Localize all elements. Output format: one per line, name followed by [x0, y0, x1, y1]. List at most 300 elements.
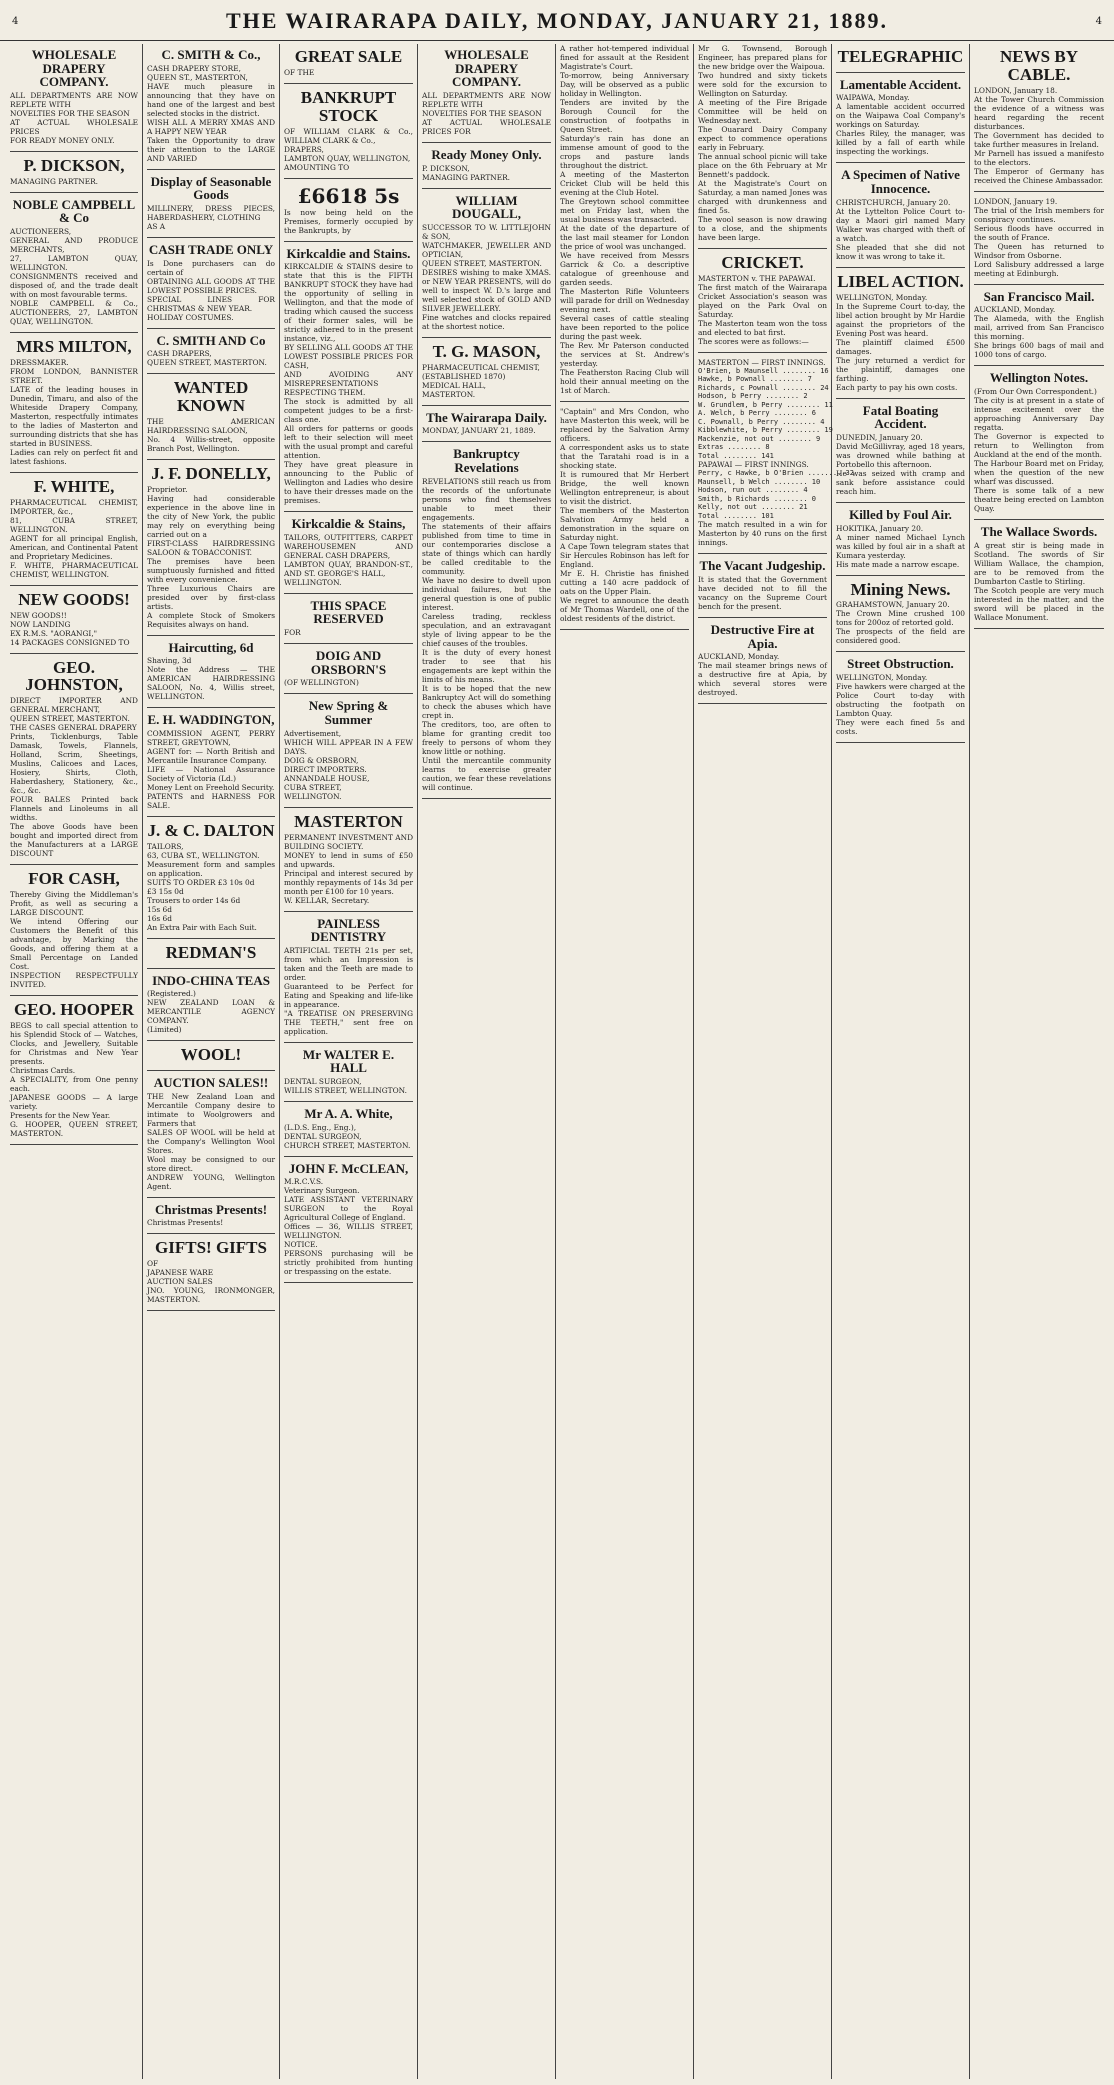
headline: JOHN F. McCLEAN,	[288, 1160, 409, 1176]
text-line: An Extra Pair with Each Suit.	[147, 922, 257, 932]
headline: Mining News.	[850, 579, 951, 599]
divider	[284, 1282, 413, 1283]
headline: Destructive Fire at Apia.	[710, 621, 815, 651]
text-line: LONDON, January 18.	[974, 85, 1058, 95]
divider	[147, 1070, 275, 1071]
text-line: Tenders are invited by the Borough Council for the construction of footpaths in Queen Street.	[560, 98, 689, 134]
text-line: The Alameda, with the English mail, arrived from San Francisco this morning.	[974, 314, 1104, 342]
divider	[974, 519, 1104, 520]
text-line: Is now being held on the Premises, formerly occupied by the Bankrupts, by	[284, 207, 413, 235]
article-block	[147, 641, 275, 702]
article-block	[10, 478, 138, 579]
text-line: (L.D.S. Eng., Eng.),	[284, 1122, 357, 1132]
body-text	[284, 68, 413, 77]
text-line: 27, LAMBTON QUAY, WELLINGTON.	[10, 254, 138, 273]
text-line: The above Goods have been bought and imported direct from the Manufacturers at a LARGE DISCOUNT	[10, 822, 138, 859]
article-block	[284, 247, 413, 506]
body-text	[560, 44, 689, 395]
text-line: The statements of their affairs published from time to time in our contemporaries disclose a state of things which can hardly be called creditable to the community.	[422, 521, 551, 576]
text-line: (OF WELLINGTON)	[284, 678, 359, 688]
text-line: EX R.M.S. "AORANGI,"	[10, 628, 98, 638]
text-line: Shaving, 3d	[147, 656, 192, 666]
column-6	[694, 44, 854, 2079]
text-line: The Emperor of Germany has received the Chinese Ambassador.	[974, 166, 1104, 185]
body-text	[10, 498, 138, 579]
article-block	[698, 44, 827, 242]
text-line: OF THE	[284, 67, 315, 77]
text-line: AUCKLAND, Monday.	[974, 305, 1056, 315]
text-line: SPECIAL LINES FOR CHRISTMAS & NEW YEAR.	[147, 294, 275, 313]
price-amount: £6618 5s	[297, 183, 400, 208]
article-block	[422, 447, 551, 791]
divider	[836, 651, 965, 652]
text-line: All orders for patterns or goods left to their selection will meet with the usual prompt and careful attention.	[284, 424, 413, 461]
body-text	[422, 164, 551, 182]
text-line: LIFE — National Assurance Society of Victoria (Ld.)	[147, 765, 275, 784]
body-text	[284, 729, 413, 801]
text-line: MASTERTON — FIRST INNINGS.	[698, 357, 826, 367]
text-line: CHURCH STREET, MASTERTON.	[284, 1140, 411, 1150]
text-line: Several cases of cattle stealing have been reported to the police during the past week.	[560, 314, 689, 341]
text-line: P. DICKSON,	[422, 163, 470, 173]
article-block	[284, 917, 413, 1036]
text-line: THE CASES GENERAL DRAPERY	[10, 723, 137, 733]
headline: MRS MILTON,	[16, 337, 132, 357]
text-line: No. 4 Willis-street, opposite Branch Post, Wellington.	[147, 434, 275, 453]
article-block	[147, 243, 275, 322]
divider	[974, 191, 1104, 192]
body-text	[147, 1218, 275, 1227]
text-line: Christmas Presents!	[147, 1218, 224, 1228]
body-text	[836, 524, 965, 569]
text-line: Having had considerable experience in the above line in the city of New York, the public may rely on everything being carried out on a	[147, 493, 275, 539]
headline: Mr A. A. White,	[304, 1106, 393, 1122]
headline: AUCTION SALES!!	[153, 1075, 269, 1091]
headline: Bankruptcy Revelations	[453, 446, 520, 475]
headline: GEO. HOOPER	[14, 1000, 134, 1020]
text-line: The wool season is now drawing to a close, and the shipments have been large.	[698, 215, 827, 242]
body-text	[147, 417, 275, 453]
text-line: GRAHAMSTOWN, January 20.	[836, 600, 950, 610]
text-line: NOTICE.	[284, 1240, 318, 1250]
body-text	[698, 575, 827, 611]
text-line: DIRECT IMPORTERS.	[284, 764, 367, 774]
article-block	[698, 357, 854, 548]
text-line: AS A	[147, 221, 166, 231]
divider	[422, 405, 551, 406]
divider	[10, 192, 138, 193]
text-line: Until the mercantile community learns to exercise greater caution, we fear these revelations will continue.	[422, 755, 551, 792]
divider	[284, 511, 413, 512]
body-text	[974, 541, 1104, 622]
page-number-left: 4	[12, 16, 19, 27]
body-text	[284, 1177, 413, 1276]
text-line: AT ACTUAL WHOLESALE PRICES FOR	[422, 117, 551, 136]
headline: Street Obstruction.	[847, 656, 954, 672]
text-line: CUBA STREET,	[284, 782, 342, 792]
text-line: The Crown Mine crushed 100 tons for 200oz of retorted gold.	[836, 609, 965, 628]
headline: J. F. DONELLY,	[151, 463, 271, 483]
text-line: MONDAY, JANUARY 21, 1889.	[422, 426, 536, 436]
text-line: C. Pownall, b Perry ........ 4	[698, 417, 825, 426]
text-line: The Masterton Rifle Volunteers will parade for drill on Wednesday evening next.	[560, 287, 689, 314]
divider	[147, 1233, 275, 1234]
article-block	[284, 599, 413, 637]
text-line: NEW ZEALAND LOAN & MERCANTILE AGENCY COMPANY.	[147, 998, 275, 1026]
text-line: The Governor is expected to return to Wellington from Auckland at the end of the month.	[974, 431, 1104, 459]
text-line: The Featherston Racing Club will hold their annual meeting on the 1st of March.	[560, 368, 689, 395]
divider	[698, 703, 827, 704]
headline: LIBEL ACTION.	[837, 271, 964, 291]
text-line: CASH DRAPERS,	[147, 349, 212, 359]
text-line: WHICH WILL APPEAR IN A FEW DAYS.	[284, 737, 413, 756]
headline: DOIG AND ORSBORN'S	[310, 648, 387, 677]
text-line: The plaintiff claimed £500 damages.	[836, 337, 965, 356]
text-line: The Masterton team won the toss and elected to bat first.	[698, 318, 827, 337]
article-block	[836, 168, 965, 260]
text-line: NOBLE CAMPBELL & Co., AUCTIONEERS, 27, LAMBTON QUAY, WELLINGTON.	[10, 299, 138, 327]
text-line: Principal and interest secured by monthly repayments of 14s 3d per month per £100 for 10 years.	[284, 868, 413, 896]
body-text	[284, 262, 413, 505]
text-line: A great stir is being made in Scotland. The swords of Sir William Wallace, the champion, are to be removed from the Dumbarton Castle to Stirling.	[974, 540, 1104, 586]
text-line: We have received from Messrs Garrick & Co. a descriptive catalogue of greenhouse and garden seeds.	[560, 251, 689, 287]
body-text	[698, 44, 827, 242]
divider	[422, 337, 551, 338]
headline: FOR CASH,	[28, 869, 120, 889]
text-line: TAILORS,	[147, 841, 184, 851]
body-text	[836, 673, 965, 736]
body-text	[836, 433, 965, 496]
divider	[10, 1144, 138, 1145]
text-line: INSPECTION RESPECTFULLY INVITED.	[10, 971, 138, 990]
text-line: A lamentable accident occurred on the Waipawa Coal Company's workings on Saturday.	[836, 102, 965, 130]
text-line: WAIPAWA, Monday.	[836, 93, 910, 103]
text-line: (ESTABLISHED 1870)	[422, 371, 506, 381]
text-line: LATE ASSISTANT VETERINARY SURGEON to the Royal Agricultural College of England.	[284, 1195, 413, 1223]
body-text	[422, 363, 551, 399]
article-block	[836, 78, 965, 157]
article-block	[147, 974, 275, 1035]
body-text	[836, 93, 965, 156]
body-text	[836, 198, 965, 261]
text-line: A meeting of the Fire Brigade Committee will be held on Wednesday next.	[698, 98, 827, 125]
headline: F. WHITE,	[33, 476, 115, 496]
headline: Kirkcaldie and Stains.	[286, 245, 411, 261]
text-line: JAPANESE GOODS — A large variety.	[10, 1092, 138, 1111]
text-line: (From Our Own Correspondent.)	[974, 386, 1097, 396]
article-block	[284, 649, 413, 687]
text-line: He was seized with cramp and sank before assistance could reach him.	[836, 468, 965, 496]
article-block	[974, 48, 1104, 185]
column-4	[418, 44, 556, 2079]
text-line: 81, CUBA STREET, WELLINGTON.	[10, 515, 138, 534]
divider	[284, 178, 413, 179]
text-line: AGENT for: — North British and Mercantile Insurance Company.	[147, 747, 275, 766]
text-line: QUEEN STREET, MASTERTON.	[147, 358, 267, 368]
text-line: It is stated that the Government have decided not to fill the vacancy on the Supreme Court bench for the present.	[698, 574, 827, 611]
article-block	[10, 157, 138, 186]
text-line: Veterinary Surgeon.	[284, 1186, 360, 1196]
article-block	[284, 1107, 413, 1150]
text-line: DOIG & ORSBORN,	[284, 755, 359, 765]
text-line: DRAPERS,	[284, 144, 324, 154]
column-8	[970, 44, 1108, 2079]
text-line: Christmas Cards.	[10, 1065, 76, 1075]
article-block	[974, 371, 1104, 513]
article-block	[147, 334, 275, 368]
text-line: W. Grundlem, b Perry ........ 11	[698, 400, 833, 409]
text-line: PHARMACEUTICAL CHEMIST, IMPORTER, &c.,	[10, 497, 138, 516]
text-line: We intend Offering our Customers the Benefit of this advantage, by Marking the Goods, and offering them at a Small Percentage on Landed Cost.	[10, 917, 138, 972]
text-line: The trial of the Irish members for conspiracy continues.	[974, 205, 1104, 224]
text-line: LONDON, January 19.	[974, 196, 1058, 206]
text-line: GENERAL AND PRODUCE MERCHANTS,	[10, 236, 138, 255]
text-line: Measurement form and samples on application.	[147, 859, 275, 878]
divider	[284, 807, 413, 808]
column-3	[280, 44, 418, 2079]
text-line: WELLINGTON, Monday.	[836, 292, 928, 302]
text-line: F. WHITE, PHARMACEUTICAL CHEMIST, WELLINGTON.	[10, 560, 138, 579]
text-line: She brings 600 bags of mail and 1000 tons of cargo.	[974, 341, 1104, 360]
text-line: BY SELLING ALL GOODS AT THE LOWEST POSSIBLE PRICES FOR CASH,	[284, 343, 413, 371]
headline: WANTED KNOWN	[173, 378, 249, 416]
text-line: WELLINGTON.	[284, 791, 342, 801]
text-line: DESIRES wishing to make XMAS. or NEW YEAR PRESENTS, will do well to inspect W. D.'s large and well selected stock of GOLD AND SILVER JEWELLERY.	[422, 267, 551, 313]
text-line: The prospects of the field are considered good.	[836, 627, 965, 646]
column-1	[6, 44, 143, 2079]
article-block	[10, 870, 138, 989]
text-line: MONEY to lend in sums of £50 and upwards.	[284, 850, 413, 869]
divider	[147, 707, 275, 708]
masthead	[0, 0, 1114, 41]
body-text	[560, 407, 689, 623]
text-line: AT ACTUAL WHOLESALE PRICES	[10, 117, 138, 136]
text-line: Richards, c Pownall ........ 24	[698, 383, 829, 392]
body-text	[10, 611, 138, 647]
article-block	[10, 659, 138, 859]
article-block	[147, 822, 275, 932]
headline: E. H. WADDINGTON,	[147, 712, 275, 728]
body-text	[284, 1123, 413, 1150]
text-line: DUNEDIN, January 20.	[836, 432, 923, 442]
text-line: A miner named Michael Lynch was killed by foul air in a shaft at Kumara yesterday.	[836, 532, 965, 560]
text-line: SUCCESSOR TO W. LITTLEJOHN & SON,	[422, 222, 551, 241]
text-line: OBTAINING ALL GOODS AT THE LOWEST POSSIBLE PRICES.	[147, 276, 275, 295]
text-line: Prints, Ticklenburgs, Table Damask, Towels, Flannels, Holland, Scrim, Sheetings, Muslins, Calicoes and Laces, Hosiery, Shirts, Cloth, Haberdashery, Stationery, &c., &c., &c.	[10, 732, 138, 796]
headline: GEO. JOHNSTON,	[25, 657, 123, 695]
divider	[698, 248, 827, 249]
text-line: DIRECT IMPORTER AND GENERAL MERCHANT,	[10, 696, 138, 715]
text-line: FOUR BALES Printed back Flannels and Linoleums in all widths.	[10, 795, 138, 823]
article-block	[147, 1203, 275, 1228]
text-line: OF WILLIAM CLARK & Co., WILLIAM CLARK & Co.,	[284, 126, 413, 145]
divider	[836, 742, 965, 743]
newspaper-title: THE WAIRARAPA DAILY, MONDAY, JANUARY 21, 1889.	[225, 8, 889, 33]
text-line: DENTAL SURGEON,	[284, 1131, 362, 1141]
body-text	[147, 259, 275, 322]
text-line: The scores were as follows:—	[698, 336, 809, 346]
text-line: ALL DEPARTMENTS ARE NOW REPLETE WITH	[422, 90, 551, 109]
divider	[10, 472, 138, 473]
headline: Fatal Boating Accident.	[862, 402, 939, 432]
text-line: At the Tower Church Commission the evidence of a witness was heard regarding the recent disturbances.	[974, 94, 1104, 131]
divider	[974, 628, 1104, 629]
text-line: Offices — 36, WILLIS STREET, WELLINGTON.	[284, 1222, 413, 1241]
text-line: ANNANDALE HOUSE,	[284, 773, 370, 783]
divider	[147, 169, 275, 170]
body-text	[836, 293, 965, 392]
text-line: At the date of the departure of the last mail steamer for London the price of wool was unchanged.	[560, 224, 689, 251]
text-line: AUCTIONEERS,	[10, 227, 72, 237]
text-line: The premises have been sumptuously furnished and fitted with every convenience.	[147, 556, 275, 584]
text-line: LAMBTON QUAY, WELLINGTON,	[284, 153, 411, 163]
text-line: 63, CUBA ST., WELLINGTON.	[147, 850, 260, 860]
text-line: MEDICAL HALL,	[422, 380, 487, 390]
text-line: Smith, b Richards ........ 0	[698, 494, 817, 503]
text-line: LATE of the leading houses in Dunedin, Timaru, and also of the Whiteside Drapery Company, Masterton, respectfully intimates to the ladies of Masterton and surrounding districts that she has started in BUSINESS.	[10, 384, 138, 448]
text-line: The annual school picnic will take place on the 6th February at Mr Bennett's paddock.	[698, 152, 827, 179]
column-7	[832, 44, 970, 2079]
body-text	[974, 305, 1104, 359]
divider	[147, 938, 275, 939]
headline: PAINLESS DENTISTRY	[310, 915, 387, 945]
body-text	[422, 223, 551, 331]
text-line: JAPANESE WARE	[147, 1268, 214, 1278]
newspaper-columns	[6, 44, 1108, 2079]
headline: Wellington Notes.	[989, 370, 1089, 386]
divider	[147, 816, 275, 817]
text-line: SALES OF WOOL will be held at the Company's Wellington Wool Stores.	[147, 1127, 275, 1155]
text-line: A rather hot-tempered individual fined for assault at the Resident Magistrate's Court.	[560, 44, 689, 71]
text-line: WILLIS STREET, WELLINGTON.	[284, 1086, 407, 1096]
text-line: The match resulted in a win for Masterton by 40 runs on the first innings.	[698, 520, 827, 548]
text-line: MANAGING PARTNER.	[10, 176, 99, 186]
divider	[836, 162, 965, 163]
headline: Mr WALTER E. HALL	[302, 1046, 395, 1076]
text-line: A Cape Town telegram states that Sir Hercules Robinson has left for England.	[560, 542, 689, 569]
divider	[698, 352, 827, 353]
body-text	[10, 91, 138, 145]
text-line: A correspondent asks us to state that the Taratahi road is in a shocking state.	[560, 443, 689, 470]
article-block	[836, 581, 965, 646]
text-line: At the Lyttelton Police Court to-day a Maori girl named Mary Walker was charged with theft of a watch.	[836, 206, 965, 243]
body-text	[974, 86, 1104, 185]
divider	[284, 1042, 413, 1043]
text-line: The creditors, too, are often to blame for granting credit too freely to persons of whom they know little or nothing.	[422, 719, 551, 756]
text-line: A. Welch, b Perry ........ 6	[698, 409, 817, 418]
text-line: It is to be hoped that the new Bankruptcy Act will do something to check the abuses which have crept in.	[422, 683, 551, 720]
text-line: Hodson, run out ........ 4	[698, 486, 808, 495]
article-block	[284, 699, 413, 800]
article-block	[974, 290, 1104, 360]
divider	[284, 593, 413, 594]
headline: San Francisco Mail.	[983, 288, 1095, 304]
divider	[284, 693, 413, 694]
headline: WILLIAM DOUGALL,	[452, 192, 521, 222]
body-text	[147, 989, 275, 1034]
text-line: Each party to pay his own costs.	[836, 382, 958, 392]
text-line: CONSIGNMENTS received and disposed of, and the trade dealt with on most favourable terms.	[10, 272, 138, 300]
headline: NEW GOODS!	[18, 589, 130, 609]
headline: NEWS BY CABLE.	[1000, 47, 1078, 84]
article-block	[147, 1076, 275, 1191]
article-block	[147, 1046, 275, 1064]
text-line: We have no desire to dwell upon individual failures, but the general question is one of public interest.	[422, 575, 551, 612]
text-line: A SPECIALITY, from One penny each.	[10, 1074, 138, 1093]
text-line: The stock is admitted by all competent judges to be a first-class one.	[284, 397, 413, 425]
text-line: AUCTION SALES	[147, 1277, 213, 1287]
article-block	[284, 1048, 413, 1095]
article-block	[284, 1162, 413, 1277]
text-line: DRESSMAKER.	[10, 357, 69, 367]
body-text	[284, 127, 413, 172]
body-text	[698, 652, 827, 697]
text-line: WATCHMAKER, JEWELLER AND OPTICIAN,	[422, 240, 551, 259]
text-line: TAILORS, OUTFITTERS, CARPET WAREHOUSEMEN AND GENERAL CASH DRAPERS,	[284, 532, 413, 560]
text-line: OF	[147, 1259, 159, 1269]
text-line: Advertisement,	[284, 728, 342, 738]
text-line: Perry, c Hawke, b O'Brien ........ 32	[698, 469, 854, 478]
text-line: Lord Salisbury addressed a large meeting at Edinburgh.	[974, 259, 1104, 278]
text-line: David McGillivray, aged 18 years, was drowned while bathing at Portobello this afternoon.	[836, 441, 965, 469]
text-line: Mr G. Townsend, Borough Engineer, has prepared plans for the new bridge over the Waipoua.	[698, 44, 827, 71]
divider	[147, 1310, 275, 1311]
headline: J. & C. DALTON	[147, 821, 275, 841]
article-block	[422, 194, 551, 331]
text-line: Mackenzie, not out ........ 9	[698, 434, 821, 443]
headline: WOOL!	[180, 1045, 242, 1065]
divider	[147, 635, 275, 636]
text-line: Five hawkers were charged at the Police Court to-day with obstructing the footpath on Lambton Quay.	[836, 682, 965, 719]
text-line: PERMANENT INVESTMENT AND BUILDING SOCIETY.	[284, 832, 413, 851]
divider	[974, 365, 1104, 366]
text-line: Note the Address — THE AMERICAN HAIRDRESSING SALOON, No. 4, Willis street, WELLINGTON.	[147, 665, 275, 702]
article-block	[698, 559, 827, 611]
headline: MASTERTON	[294, 811, 403, 831]
divider	[698, 617, 827, 618]
text-line: QUEEN STREET, MASTERTON.	[10, 714, 130, 724]
headline: Christmas Presents!	[154, 1201, 268, 1217]
text-line: MASTERTON v. THE PAPAWAI.	[698, 273, 816, 283]
headline: Display of Seasonable Goods	[150, 173, 272, 203]
article-block	[147, 175, 275, 231]
text-line: His mate made a narrow escape.	[836, 559, 960, 569]
text-line: To-morrow, being Anniversary Day, will be observed as a public holiday in Wellington.	[560, 71, 689, 98]
body-text	[10, 227, 138, 326]
text-line: WELLINGTON.	[284, 577, 342, 587]
body-text	[974, 387, 1104, 513]
article-block	[284, 517, 413, 587]
divider	[147, 968, 275, 969]
text-line: Fine watches and clocks repaired at the shortest notice.	[422, 312, 551, 331]
article-block	[560, 44, 689, 395]
divider	[10, 653, 138, 654]
body-text	[422, 477, 551, 792]
text-line: They have great pleasure in announcing to the Public of Wellington and Ladies who desire to have their dresses made on the premises.	[284, 460, 413, 506]
article-block	[422, 343, 551, 399]
headline: THIS SPACE RESERVED	[310, 597, 387, 627]
divider	[10, 585, 138, 586]
headline: CRICKET.	[721, 253, 804, 272]
text-line: The Rev. Mr Paterson conducted the services at St. Andrew's yesterday.	[560, 341, 689, 368]
divider	[147, 1197, 275, 1198]
text-line: Trousers to order 14s 6d	[147, 895, 241, 905]
text-line: O'Brien, b Maunsell ........ 16	[698, 366, 829, 375]
headline: The Vacant Judgeship.	[699, 558, 826, 574]
text-line: At the Magistrate's Court on Saturday, a man named Jones was charged with drunkenness and fined 5s.	[698, 179, 827, 215]
text-line: Mr E. H. Christie has finished cutting a 140 acre paddock of oats on the Upper Plain.	[560, 569, 689, 596]
text-line: There is some talk of a new theatre being erected on Lambton Quay.	[974, 485, 1104, 513]
